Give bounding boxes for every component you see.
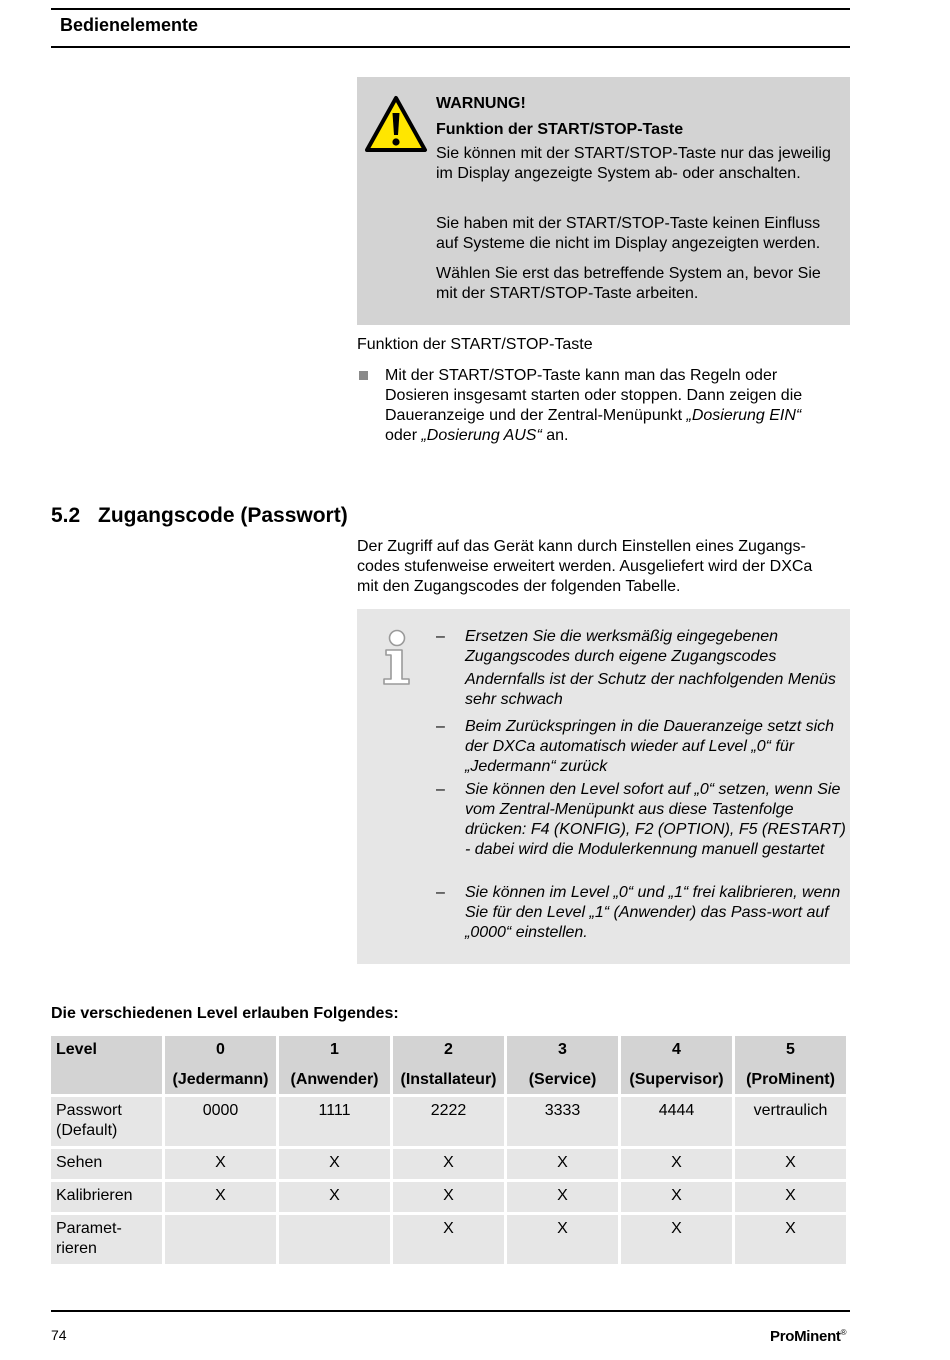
footer-rule <box>51 1310 850 1312</box>
info-icon <box>378 628 414 688</box>
table-cell: 0000 <box>165 1097 276 1146</box>
table-cell <box>279 1215 390 1264</box>
table-cell: X <box>735 1149 846 1179</box>
table-header-row <box>51 1036 846 1094</box>
section-title: Zugangscode (Passwort) <box>98 504 348 527</box>
table-cell <box>165 1215 276 1264</box>
table-row <box>51 1149 846 1179</box>
table-header-cell: 0 (Jedermann) <box>165 1036 276 1094</box>
warning-subheading: Funktion der START/STOP-Taste <box>436 121 684 138</box>
table-cell: X <box>393 1215 504 1264</box>
table-cell: X <box>165 1182 276 1212</box>
info-item: Andernfalls ist der Schutz der nachfolgenden Menüs sehr schwach <box>465 671 836 708</box>
table-header-cell: 1 (Anwender) <box>279 1036 390 1094</box>
function-title: Funktion der START/STOP-Taste <box>357 336 593 353</box>
dash-marker: – <box>436 781 445 798</box>
header-bottom-rule <box>51 46 850 48</box>
brand-logo: ProMinent® <box>770 1328 847 1345</box>
table-cell: X <box>393 1149 504 1179</box>
table-cell: X <box>621 1182 732 1212</box>
table-row <box>51 1215 846 1264</box>
table-cell: X <box>279 1182 390 1212</box>
table-row-label: Sehen <box>51 1149 162 1179</box>
table-row-label: Passwort (Default) <box>51 1097 162 1146</box>
header-top-rule <box>51 8 850 10</box>
table-cell: X <box>735 1182 846 1212</box>
table-cell: X <box>393 1182 504 1212</box>
table-cell: X <box>621 1215 732 1264</box>
dash-marker: – <box>436 718 445 735</box>
info-item: Ersetzen Sie die werksmäßig eingegebenen Zugangscodes durch eigene Zugangscodes <box>465 628 779 665</box>
table-cell: 3333 <box>507 1097 618 1146</box>
dash-marker: – <box>436 628 445 645</box>
level-table <box>48 1033 849 1267</box>
table-row-label: Kalibrieren <box>51 1182 162 1212</box>
table-cell: X <box>507 1182 618 1212</box>
table-caption: Die verschiedenen Level erlauben Folgendes: <box>51 1005 399 1022</box>
info-item: Beim Zurückspringen in die Daueranzeige setzt sich der DXCa automatisch wieder auf Level „0“ für „Jedermann“ zurück <box>465 718 835 775</box>
table-header-cell: 5 (ProMinent) <box>735 1036 846 1094</box>
table-cell: X <box>279 1149 390 1179</box>
table-row-label: Paramet-rieren <box>51 1215 162 1264</box>
dash-marker: – <box>436 884 445 901</box>
table-cell: 1111 <box>279 1097 390 1146</box>
table-cell: 2222 <box>393 1097 504 1146</box>
table-cell: X <box>621 1149 732 1179</box>
table-cell: X <box>507 1215 618 1264</box>
warning-paragraph: Wählen Sie erst das betreffende System an, bevor Sie mit der START/STOP-Taste arbeiten. <box>436 265 821 302</box>
table-header-cell: 2 (Installateur) <box>393 1036 504 1094</box>
table-cell: 4444 <box>621 1097 732 1146</box>
function-bullet-text: Mit der START/STOP-Taste kann man das Regeln oder Dosieren insgesamt starten oder stoppen. Dann zeigen die Daueranzeige und der Zentral-Menüpunkt „Dosierung EIN“ oder „Dosierung AUS“ an. <box>385 367 803 444</box>
table-row <box>51 1097 846 1146</box>
table-cell: X <box>165 1149 276 1179</box>
warning-paragraph: Sie können mit der START/STOP-Taste nur das jeweilig im Display angezeigte System ab- oder anschalten. <box>436 145 831 182</box>
section-number: 5.2 <box>51 504 81 527</box>
table-header-cell: 4 (Supervisor) <box>621 1036 732 1094</box>
page-number: 74 <box>51 1327 67 1343</box>
table-row <box>51 1182 846 1212</box>
table-cell: X <box>735 1215 846 1264</box>
table-cell: vertraulich <box>735 1097 846 1146</box>
section-intro: Der Zugriff auf das Gerät kann durch Einstellen eines Zugangs-codes stufenweise erweitert werden. Ausgeliefert wird der DXCa mit den Zugangscodes der folgenden Tabelle. <box>357 538 813 595</box>
info-item: Sie können im Level „0“ und „1“ frei kalibrieren, wenn Sie für den Level „1“ (Anwender) das Pass-wort auf „0000“ einstellen. <box>465 884 841 941</box>
table-cell: X <box>507 1149 618 1179</box>
table-header-cell: Level <box>51 1036 162 1094</box>
warning-triangle-icon <box>364 95 428 153</box>
warning-paragraph: Sie haben mit der START/STOP-Taste keinen Einfluss auf Systeme die nicht im Display angezeigten werden. <box>436 215 821 252</box>
table-header-cell: 3 (Service) <box>507 1036 618 1094</box>
bullet-square-icon <box>359 371 368 380</box>
warning-heading: WARNUNG! <box>436 95 526 112</box>
info-item: Sie können den Level sofort auf „0“ setzen, wenn Sie vom Zentral-Menüpunkt aus diese Tastenfolge drücken: F4 (KONFIG), F2 (OPTION), F5 (RESTART) - dabei wird die Modulerkennung manuell gestartet <box>465 781 846 858</box>
header-title: Bedienelemente <box>60 15 199 35</box>
